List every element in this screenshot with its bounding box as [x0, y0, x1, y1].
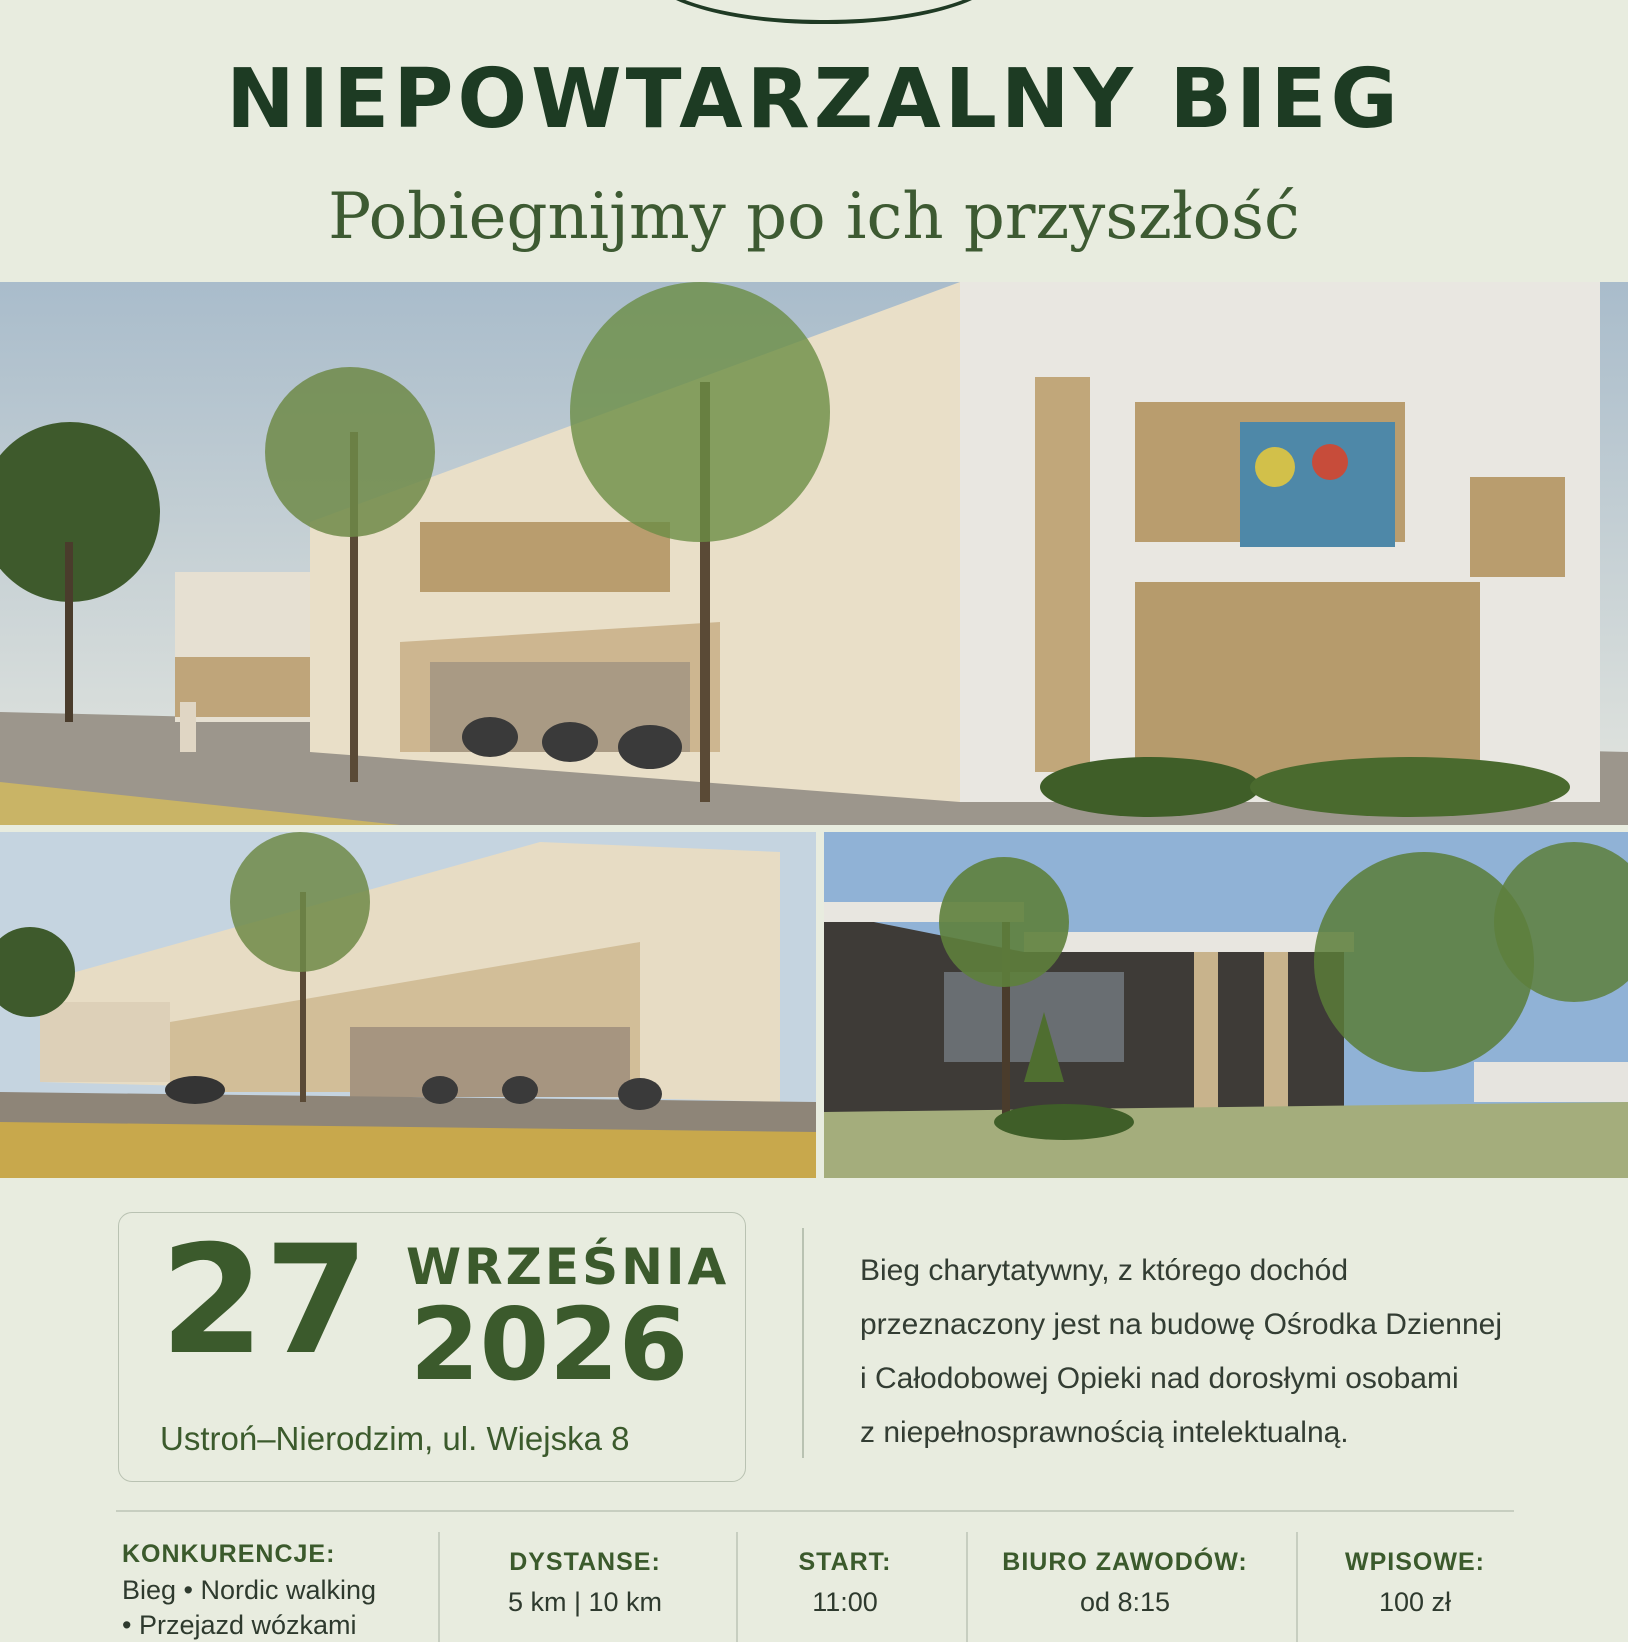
vertical-divider: [802, 1228, 804, 1458]
info-dystanse: [450, 1548, 720, 1618]
start-heading: START:: [798, 1548, 892, 1576]
column-divider: [966, 1532, 968, 1642]
info-start: [750, 1548, 940, 1618]
event-day: 27: [160, 1214, 369, 1388]
biuro-heading: BIURO ZAWODÓW:: [1002, 1548, 1248, 1576]
dystanse-value: 5 km | 10 km: [507, 1587, 663, 1617]
column-divider: [736, 1532, 738, 1642]
horizontal-divider: [116, 1510, 1514, 1512]
description-line: z niepełnosprawnością intelektualną.: [860, 1416, 1349, 1449]
page-title: NIEPOWTARZALNY BIEG: [226, 52, 1402, 147]
start-value: 11:00: [812, 1587, 878, 1617]
konkurencje-line-2: • Przejazd wózkami: [122, 1610, 357, 1640]
konkurencje-line-1: Bieg • Nordic walking: [122, 1575, 377, 1605]
wpisowe-heading: WPISOWE:: [1345, 1548, 1485, 1576]
column-divider: [1296, 1532, 1298, 1642]
column-divider: [438, 1532, 440, 1642]
description-line: i Całodobowej Opieki nad dorosłymi osobami: [860, 1362, 1459, 1395]
description-line: przeznaczony jest na budowę Ośrodka Dziennej: [860, 1308, 1503, 1341]
page-subtitle: Pobiegnijmy po ich przyszłość: [328, 180, 1300, 254]
wpisowe-value: 100 zł: [1378, 1587, 1452, 1617]
event-location: Ustroń–Nierodzim, ul. Wiejska 8: [160, 1420, 630, 1457]
konkurencje-heading: KONKURENCJE:: [122, 1540, 336, 1568]
info-konkurencje: [122, 1540, 432, 1641]
logo-arc: [640, 0, 1008, 24]
biuro-value: od 8:15: [1079, 1587, 1171, 1617]
event-month: WRZEŚNIA: [406, 1238, 730, 1296]
event-year: 2026: [410, 1286, 689, 1403]
building-photo-left: [0, 832, 816, 1178]
building-photo-right: [824, 832, 1628, 1178]
info-wpisowe: [1310, 1548, 1520, 1618]
building-photo-main: [0, 282, 1628, 825]
dystanse-heading: DYSTANSE:: [509, 1548, 661, 1576]
event-description: [860, 1244, 1560, 1460]
description-line: Bieg charytatywny, z którego dochód: [860, 1254, 1349, 1287]
info-biuro: [980, 1548, 1270, 1618]
